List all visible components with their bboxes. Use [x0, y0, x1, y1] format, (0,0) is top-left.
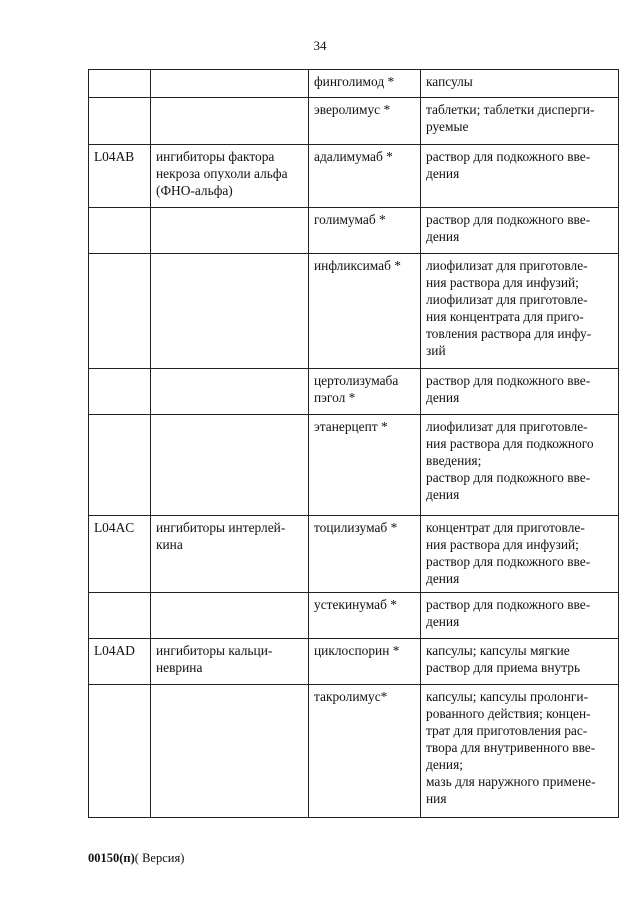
drug-name-line: эверолимус * [314, 102, 391, 117]
table-row [89, 145, 619, 208]
dosage-form-line: раствор для подкожного вве- [426, 470, 591, 485]
table-body [89, 70, 619, 818]
dosage-form-line: капсулы; капсулы мягкие [426, 643, 570, 658]
medication-table [88, 69, 619, 818]
dosage-form-line: капсулы [426, 74, 473, 89]
dosage-form-cell [421, 516, 619, 593]
drug-name-line: голимумаб * [314, 212, 386, 227]
drug-name-line: цертолизумаба [314, 373, 399, 388]
drug-name-line: адалимумаб * [314, 149, 393, 164]
dosage-form-line: мазь для наружного примене- [426, 774, 596, 789]
drug-name-cell [309, 639, 421, 685]
atc-code-cell [89, 415, 151, 516]
atc-code-cell: L04AB [89, 145, 151, 208]
dosage-form-line: лиофилизат для приготовле- [426, 292, 588, 307]
table-row [89, 70, 619, 98]
drug-name-line: циклоспорин * [314, 643, 400, 658]
pharmacological-group-cell [151, 415, 309, 516]
dosage-form-line: дения [426, 390, 460, 405]
dosage-form-cell [421, 98, 619, 145]
dosage-form-line: введения; [426, 453, 482, 468]
dosage-form-cell [421, 369, 619, 415]
dosage-form-cell [421, 70, 619, 98]
dosage-form-line: дения [426, 571, 460, 586]
page-number: 34 [313, 38, 327, 53]
drug-name-cell [309, 593, 421, 639]
footer [88, 851, 184, 866]
pharmacological-group-cell [151, 593, 309, 639]
dosage-form-line: товления раствора для инфу- [426, 326, 592, 341]
group-text-line: кина [156, 537, 183, 552]
drug-name-line: тоцилизумаб * [314, 520, 398, 535]
drug-name-line: этанерцепт * [314, 419, 388, 434]
dosage-form-line: раствор для подкожного вве- [426, 597, 591, 612]
table-row [89, 98, 619, 145]
dosage-form-cell [421, 685, 619, 818]
pharmacological-group-cell [151, 639, 309, 685]
atc-code-cell [89, 685, 151, 818]
dosage-form-line: дения [426, 614, 460, 629]
atc-code-cell [89, 70, 151, 98]
table-row [89, 593, 619, 639]
table-row [89, 516, 619, 593]
dosage-form-line: руемые [426, 119, 469, 134]
drug-name-cell [309, 369, 421, 415]
dosage-form-line: дения [426, 166, 460, 181]
group-text-line: неврина [156, 660, 203, 675]
drug-name-line: пэгол * [314, 390, 356, 405]
dosage-form-line: дения [426, 487, 460, 502]
dosage-form-line: раствор для приема внутрь [426, 660, 581, 675]
pharmacological-group-cell [151, 685, 309, 818]
drug-name-line: финголимод * [314, 74, 395, 89]
dosage-form-line: рованного действия; концен- [426, 706, 591, 721]
drug-name-cell [309, 254, 421, 369]
dosage-form-line: лиофилизат для приготовле- [426, 258, 588, 273]
table-row [89, 685, 619, 818]
dosage-form-cell [421, 415, 619, 516]
dosage-form-line: раствор для подкожного вве- [426, 373, 591, 388]
drug-name-cell [309, 98, 421, 145]
table-row [89, 208, 619, 254]
dosage-form-line: дения [426, 229, 460, 244]
dosage-form-line: дения; [426, 757, 463, 772]
drug-name-cell [309, 685, 421, 818]
dosage-form-line: ния раствора для инфузий; [426, 275, 579, 290]
group-text-line: ингибиторы кальци- [156, 643, 273, 658]
drug-name-cell [309, 145, 421, 208]
drug-name-cell [309, 415, 421, 516]
dosage-form-line: концентрат для приготовле- [426, 520, 585, 535]
pharmacological-group-cell [151, 516, 309, 593]
dosage-form-line: таблетки; таблетки дисперги- [426, 102, 595, 117]
drug-name-line: такролимус* [314, 689, 388, 704]
table-row [89, 254, 619, 369]
group-text-line: некроза опухоли альфа [156, 166, 288, 181]
dosage-form-line: раствор для подкожного вве- [426, 149, 591, 164]
drug-name-cell [309, 208, 421, 254]
dosage-form-line: ния раствора для подкожного [426, 436, 594, 451]
atc-code-cell [89, 98, 151, 145]
pharmacological-group-cell [151, 208, 309, 254]
dosage-form-cell [421, 254, 619, 369]
drug-name-cell [309, 516, 421, 593]
dosage-form-line: ния концентрата для приго- [426, 309, 584, 324]
atc-code-cell: L04AD [89, 639, 151, 685]
dosage-form-line: капсулы; капсулы пролонги- [426, 689, 589, 704]
group-text-line: ингибиторы интерлей- [156, 520, 286, 535]
pharmacological-group-cell [151, 98, 309, 145]
dosage-form-cell [421, 593, 619, 639]
dosage-form-line: ния раствора для инфузий; [426, 537, 579, 552]
footer-version-note: ( Версия) [134, 851, 185, 865]
group-text-line: ингибиторы фактора [156, 149, 275, 164]
pharmacological-group-cell [151, 70, 309, 98]
dosage-form-line: лиофилизат для приготовле- [426, 419, 588, 434]
dosage-form-line: раствор для подкожного вве- [426, 554, 591, 569]
dosage-form-line: твора для внутривенного вве- [426, 740, 596, 755]
dosage-form-line: раствор для подкожного вве- [426, 212, 591, 227]
atc-code-cell: L04AC [89, 516, 151, 593]
atc-code-cell [89, 369, 151, 415]
dosage-form-cell [421, 208, 619, 254]
dosage-form-line: зий [426, 343, 446, 358]
dosage-form-line: ния [426, 791, 447, 806]
table-row [89, 415, 619, 516]
atc-code-cell [89, 208, 151, 254]
dosage-form-cell [421, 145, 619, 208]
dosage-form-cell [421, 639, 619, 685]
drug-name-line: инфликсимаб * [314, 258, 401, 273]
table-row [89, 369, 619, 415]
pharmacological-group-cell [151, 145, 309, 208]
group-text-line: (ФНО-альфа) [156, 183, 233, 198]
atc-code-cell [89, 254, 151, 369]
drug-name-cell [309, 70, 421, 98]
atc-code-cell [89, 593, 151, 639]
drug-name-line: устекинумаб * [314, 597, 397, 612]
pharmacological-group-cell [151, 254, 309, 369]
pharmacological-group-cell [151, 369, 309, 415]
footer-document-code: 00150(п) [88, 851, 135, 865]
dosage-form-line: трат для приготовления рас- [426, 723, 588, 738]
table-row [89, 639, 619, 685]
